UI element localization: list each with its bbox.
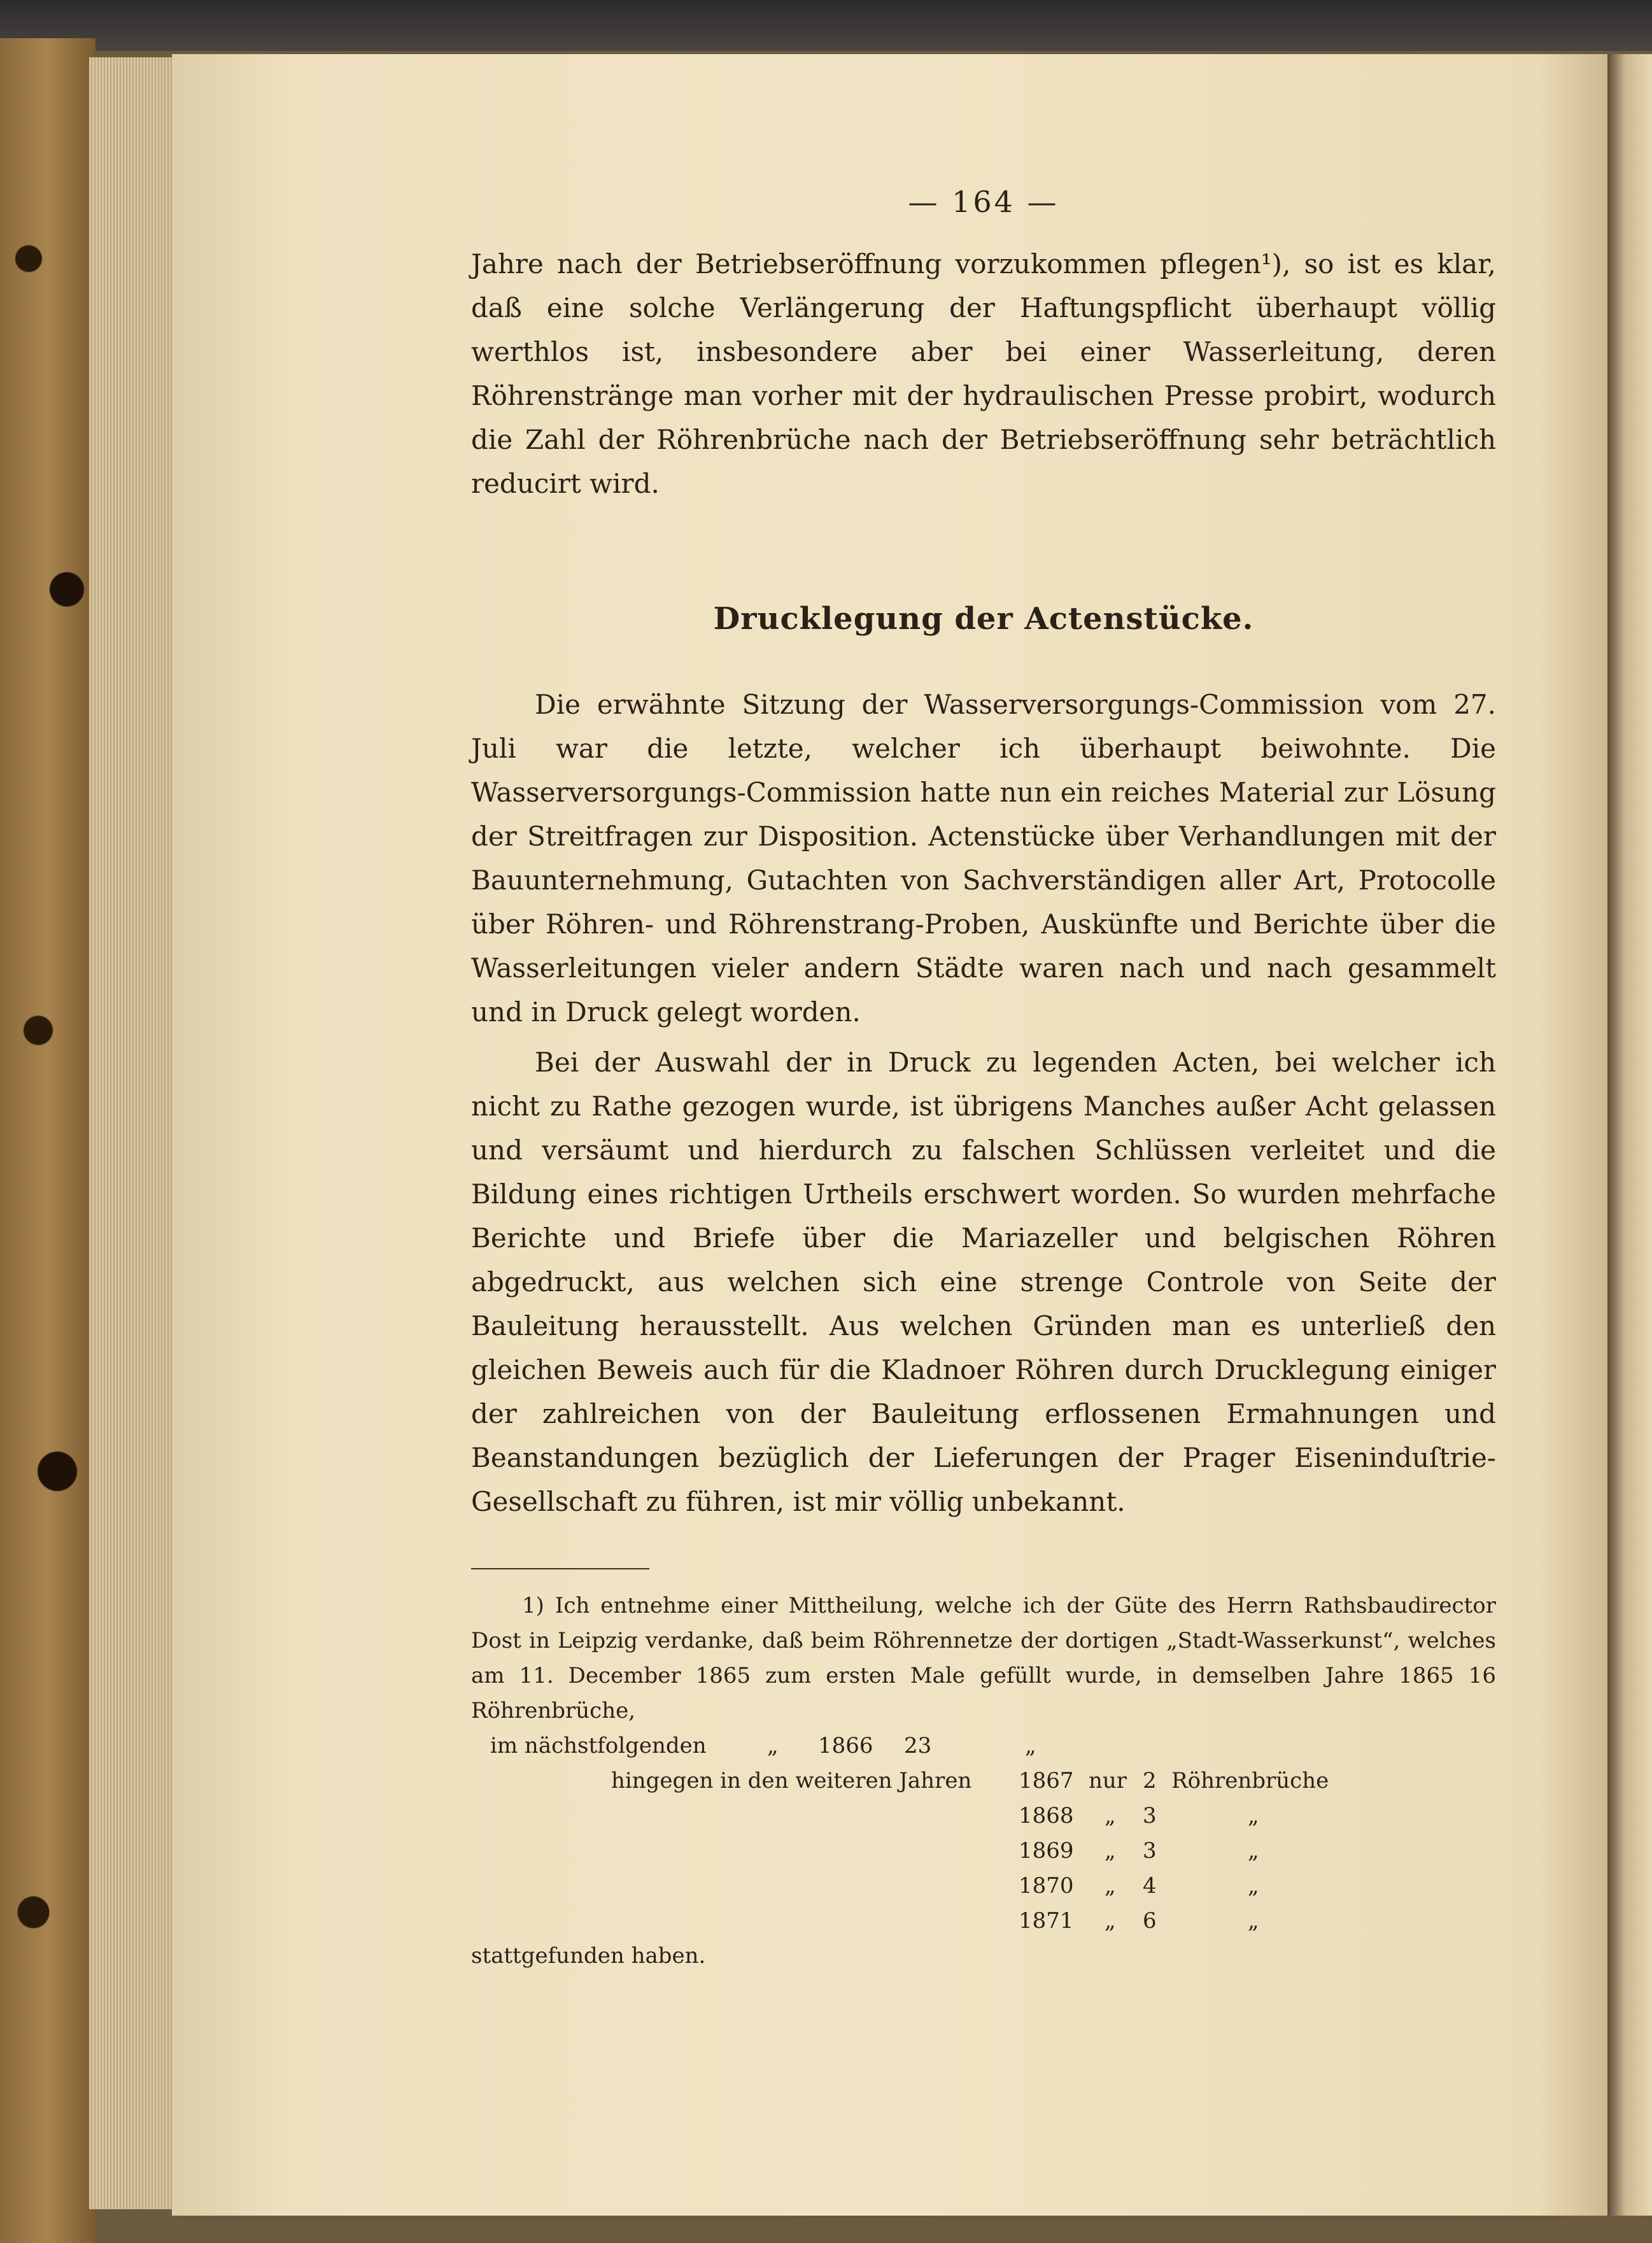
year: 1869: [1019, 1838, 1074, 1864]
year: 1867: [1019, 1768, 1074, 1794]
count: 6: [1143, 1908, 1157, 1934]
footnote-row: [471, 1799, 1496, 1834]
book-cover-marbled: [0, 38, 95, 2243]
footnote-closing-row: [471, 1939, 1496, 1974]
count: 4: [1143, 1873, 1157, 1899]
paragraph-2: Bei der Auswahl der in Druck zu legenden Acten, bei welcher ich nicht zu Rathe gezogen wurde, ist übrigens Manches außer Acht gelassen und versäumt und hierdurch zu falschen Schlüssen verleitet und die Bildung eines richtigen Urtheils erschwert worden. So wurden mehrfache Berichte und Briefe über die Mariazeller und belgischen Röhren abgedruckt, aus welchen sich eine strenge Controle von Seite der Bauleitung herausstellt. Aus welchen Gründen man es unterließ den gleichen Beweis auch für die Kladnoer Röhren durch Drucklegung einiger der zahlreichen von der Bauleitung erflossenen Ermahnungen und Beanstandungen bezüglich der Lieferungen der Prager Eiseninduſtrie-Gesellschaft zu führen, ist mir völlig unbekannt.: [471, 1047, 1496, 1517]
intro-paragraph: Jahre nach der Betriebseröffnung vorzukommen pflegen¹), so ist es klar, daß eine solche Verlängerung der Haftungspflicht überhaupt völlig werthlos ist, insbesondere aber bei einer Wasserleitung, deren Röhrenstränge man vorher mit der hydraulischen Presse probirt, wodurch die Zahl der Röhrenbrüche nach der Betriebseröffnung sehr beträchtlich reducirt wird.: [471, 248, 1496, 499]
count: 3: [1143, 1803, 1157, 1829]
ditto-mark: „: [1105, 1908, 1116, 1934]
footnote-row: [471, 1869, 1496, 1904]
adjacent-page-edge: [1607, 54, 1652, 2216]
ditto-mark: „: [1105, 1803, 1116, 1829]
count: 23: [904, 1733, 932, 1758]
ditto-mark: „: [1248, 1838, 1259, 1864]
footnote-row: [471, 1904, 1496, 1939]
row-word: Röhrenbrüche: [1171, 1768, 1329, 1794]
ditto-mark: „: [1248, 1908, 1259, 1934]
footnote-row: [471, 1834, 1496, 1869]
count: 3: [1143, 1838, 1157, 1864]
row-label: im nächstfolgenden: [490, 1733, 707, 1758]
year: 1866: [818, 1733, 873, 1758]
ditto-mark: „: [1025, 1733, 1036, 1758]
footnote-closing: stattgefunden haben.: [471, 1943, 706, 1969]
page-edges: [89, 57, 178, 2209]
footnote-row-later: [471, 1764, 1496, 1799]
ditto-mark: „: [1248, 1873, 1259, 1899]
page-number: — 164 —: [908, 185, 1059, 219]
footnote-text: 1) Ich entnehme einer Mittheilung, welche ich der Güte des Herrn Rathsbaudirector Dost in Leipzig verdanke, daß beim Röhrennetze der dortigen „Stadt-Wasserkunst“, welches am 11. December 1865 zum ersten Male gefüllt wurde, in demselben Jahre 1865 16 Röhrenbrüche,: [471, 1593, 1496, 1723]
ditto-mark: „: [1105, 1873, 1116, 1899]
ditto-mark: „: [1105, 1838, 1116, 1864]
ditto-mark: „: [767, 1733, 779, 1758]
section-heading: Drucklegung der Actenstücke.: [713, 601, 1254, 637]
count: 2: [1143, 1768, 1157, 1794]
nur-word: nur: [1089, 1768, 1127, 1794]
year: 1870: [1019, 1873, 1074, 1899]
footnote-row-following: [471, 1729, 1496, 1764]
page-content: [471, 185, 1496, 1974]
row-label: hingegen in den weiteren Jahren: [611, 1768, 972, 1794]
book-cover-top: [0, 0, 1652, 51]
paragraph-1: Die erwähnte Sitzung der Wasserversorgungs-Commission vom 27. Juli war die letzte, welcher ich überhaupt beiwohnte. Die Wasserversorgungs-Commission hatte nun ein reiches Material zur Lösung der Streitfragen zur Disposition. Actenstücke über Verhandlungen mit der Bauunternehmung, Gutachten von Sachverständigen aller Art, Protocolle über Röhren- und Röhrenstrang-Proben, Auskünfte und Berichte über die Wasserleitungen vieler andern Städte waren nach und nach gesammelt und in Druck gelegt worden.: [471, 689, 1496, 1028]
year: 1871: [1019, 1908, 1074, 1934]
year: 1868: [1019, 1803, 1074, 1829]
footnote-rule: [471, 1568, 649, 1569]
ditto-mark: „: [1248, 1803, 1259, 1829]
